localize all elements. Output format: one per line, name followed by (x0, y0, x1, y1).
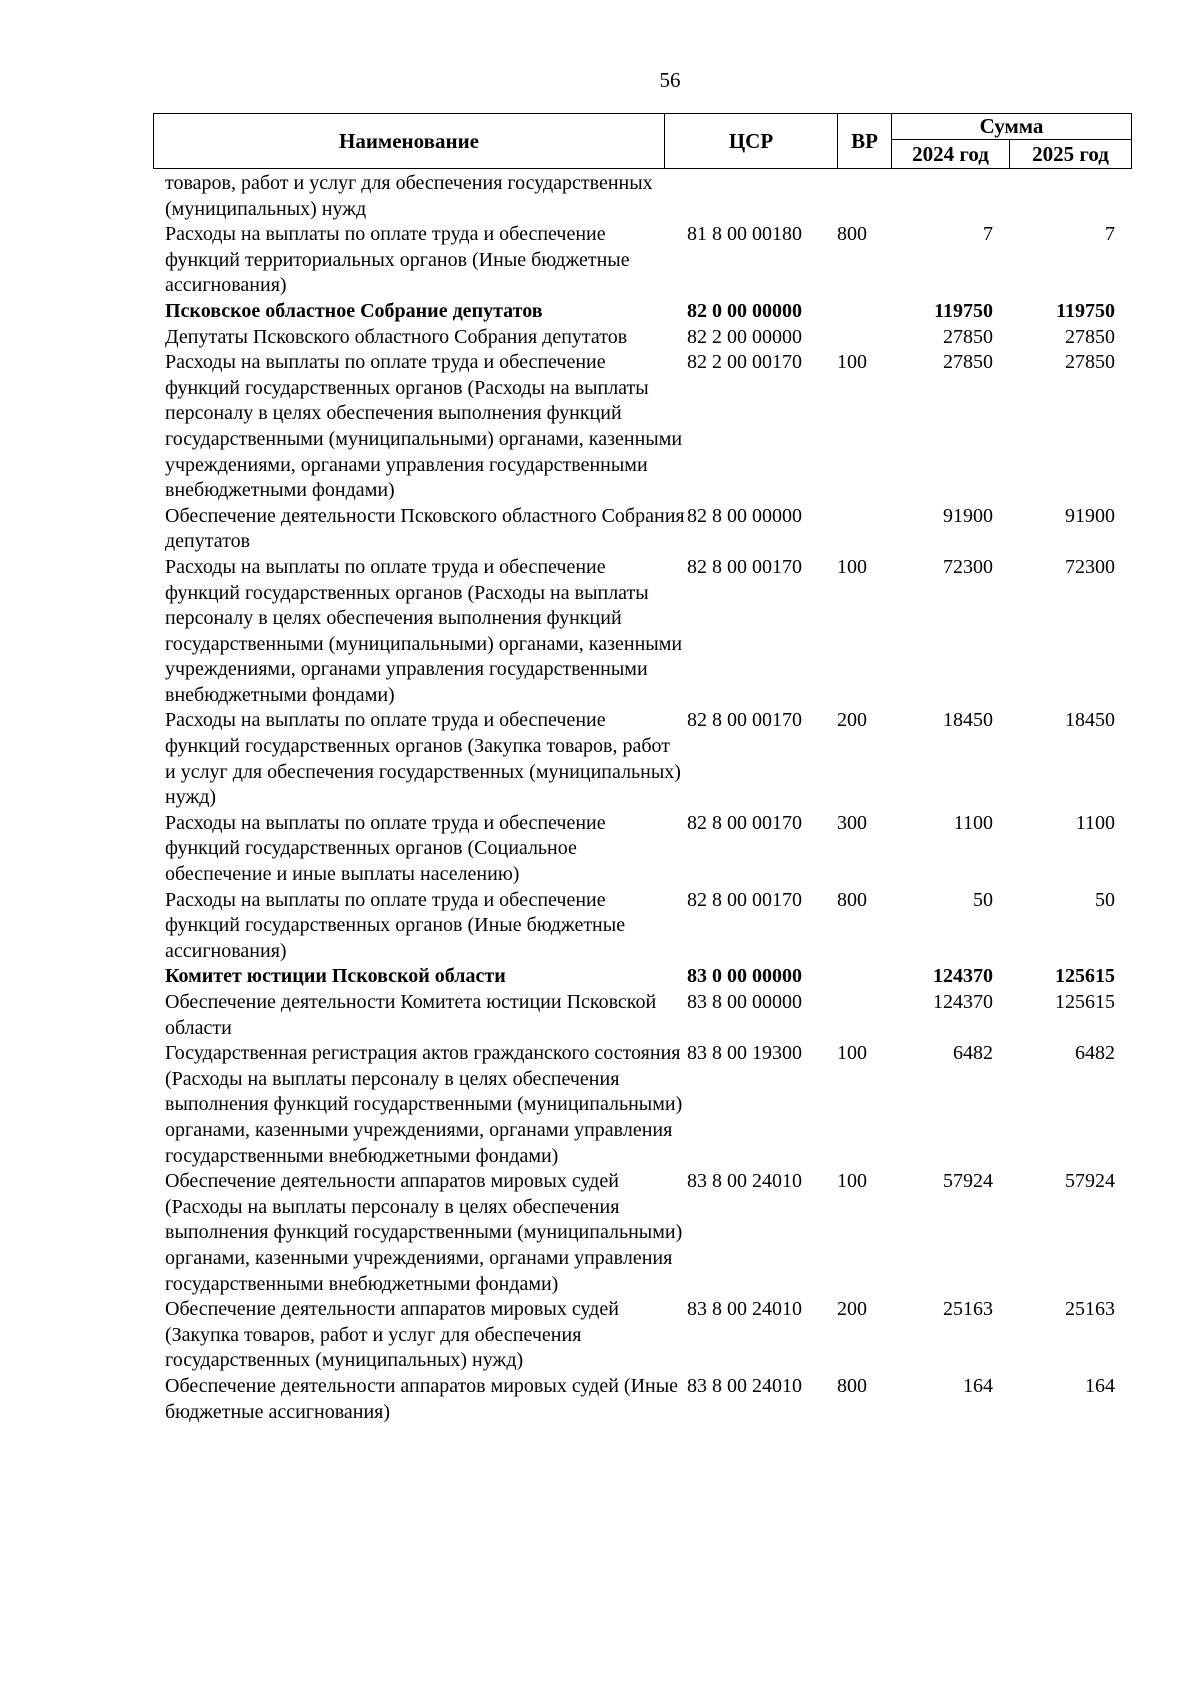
table-row (165, 1374, 1115, 1425)
row-csr: 83 8 00 24010 (687, 1298, 802, 1321)
row-name: Расходы на выплаты по оплате труда и обеспечение функций государственных органов (Расходы на выплаты персоналу в целях обеспечения выполнения функций государственными (муниципальными) органами, казенными учреждениями, органами управления государственными внебюджетными фондами) (165, 555, 683, 706)
row-sum-2025: 1100 (1075, 811, 1115, 834)
row-sum-2024: 27850 (943, 351, 993, 374)
table-row (165, 1041, 1115, 1169)
row-csr: 82 2 00 00000 (687, 325, 802, 348)
row-name: Депутаты Псковского областного Собрания депутатов (165, 325, 628, 348)
row-sum-2025: 7 (1105, 223, 1115, 246)
row-name: Комитет юстиции Псковской области (165, 965, 506, 988)
row-name: Расходы на выплаты по оплате труда и обеспечение функций государственных органов (Расходы на выплаты персоналу в целях обеспечения выполнения функций государственными (муниципальными) органами, казенными учреждениями, органами управления государственными внебюджетными фондами) (165, 351, 683, 502)
row-sum-2025: 25163 (1065, 1298, 1115, 1321)
header-sum: Сумма (892, 114, 1132, 140)
row-csr: 83 8 00 00000 (687, 991, 802, 1013)
row-csr: 82 8 00 00170 (687, 811, 802, 834)
row-sum-2024: 124370 (933, 991, 993, 1013)
row-sum-2024: 72300 (943, 555, 993, 578)
row-sum-2024: 25163 (943, 1298, 993, 1321)
row-vr: 800 (837, 1374, 867, 1397)
row-vr: 200 (837, 1298, 867, 1321)
row-csr: 82 8 00 00170 (687, 888, 802, 911)
row-csr: 82 2 00 00170 (687, 351, 802, 374)
row-vr: 100 (837, 555, 867, 578)
row-sum-2024: 124370 (933, 965, 993, 988)
table-row (165, 222, 1115, 299)
row-name: Обеспечение деятельности аппаратов мировых судей (Закупка товаров, работ и услуг для обеспечения государственных (муниципальных) нужд) (165, 1298, 619, 1372)
header-csr: ЦСР (665, 114, 838, 169)
row-csr: 83 8 00 19300 (687, 1042, 802, 1065)
row-sum-2025: 6482 (1075, 1042, 1115, 1065)
row-vr: 800 (837, 223, 867, 246)
row-name: товаров, работ и услуг для обеспечения государственных (муниципальных) нужд (165, 172, 653, 220)
row-name: Расходы на выплаты по оплате труда и обеспечение функций государственных органов (Закупка товаров, работ и услуг для обеспечения государственных (муниципальных) нужд) (165, 709, 681, 809)
header-vr: ВР (838, 114, 892, 169)
table-row (165, 708, 1115, 810)
row-sum-2024: 1100 (953, 811, 993, 834)
row-sum-2025: 18450 (1065, 709, 1115, 732)
row-sum-2025: 27850 (1065, 325, 1115, 348)
row-vr: 300 (837, 811, 867, 834)
row-sum-2025: 72300 (1065, 555, 1115, 578)
table-header (153, 113, 1132, 169)
row-vr: 100 (837, 1042, 867, 1065)
table-row (165, 350, 1115, 504)
row-sum-2024: 18450 (943, 709, 993, 732)
row-sum-2025: 125615 (1055, 965, 1115, 988)
row-csr: 83 8 00 24010 (687, 1170, 802, 1193)
row-name: Расходы на выплаты по оплате труда и обеспечение функций территориальных органов (Иные бюджетные ассигнования) (165, 223, 630, 297)
table-row (165, 888, 1115, 965)
row-vr: 100 (837, 1170, 867, 1193)
row-sum-2025: 27850 (1065, 351, 1115, 374)
row-sum-2025: 50 (1095, 888, 1115, 911)
row-csr: 82 8 00 00000 (687, 504, 802, 527)
row-sum-2024: 6482 (953, 1042, 993, 1065)
row-sum-2024: 91900 (943, 504, 993, 527)
row-csr: 82 8 00 00170 (687, 709, 802, 732)
row-vr: 100 (837, 351, 867, 374)
table-body (165, 171, 1115, 1425)
table-row (165, 1297, 1115, 1374)
table-row (165, 990, 1115, 1041)
row-name: Псковское областное Собрание депутатов (165, 299, 543, 322)
row-sum-2025: 91900 (1065, 504, 1115, 527)
table-row (165, 964, 1115, 990)
row-sum-2025: 119750 (1056, 299, 1115, 322)
row-csr: 82 8 00 00170 (687, 555, 802, 578)
table-row (165, 504, 1115, 555)
table-row (165, 555, 1115, 709)
row-sum-2024: 119750 (934, 299, 993, 322)
row-sum-2025: 164 (1085, 1374, 1115, 1397)
row-sum-2024: 50 (973, 888, 993, 911)
table-row (165, 325, 1115, 351)
row-csr: 81 8 00 00180 (687, 223, 802, 246)
table-row (165, 1169, 1115, 1297)
row-name: Обеспечение деятельности аппаратов мировых судей (Расходы на выплаты персоналу в целях обеспечения выполнения функций государственными (муниципальными) органами, казенными учреждениями, органами управления государственными внебюджетными фондами) (165, 1170, 683, 1295)
table-row (165, 171, 1115, 222)
row-sum-2024: 7 (983, 223, 993, 246)
row-name: Государственная регистрация актов гражданского состояния (Расходы на выплаты персоналу в целях обеспечения выполнения функций государственными (муниципальными) органами, казенными учреждениями, органами управления государственными внебюджетными фондами) (165, 1042, 683, 1167)
header-name: Наименование (154, 114, 665, 169)
row-csr: 83 0 00 00000 (687, 965, 802, 988)
table-row (165, 299, 1115, 325)
row-vr: 800 (837, 888, 867, 911)
row-name: Обеспечение деятельности аппаратов мировых судей (Иные бюджетные ассигнования) (165, 1374, 679, 1423)
row-name: Обеспечение деятельности Псковского областного Собрания депутатов (165, 504, 685, 553)
header-year-2024: 2024 год (892, 140, 1010, 169)
page-number: 56 (659, 68, 681, 92)
row-sum-2024: 164 (963, 1374, 993, 1397)
row-sum-2024: 57924 (943, 1170, 993, 1193)
header-year-2025: 2025 год (1010, 140, 1132, 169)
row-sum-2025: 57924 (1065, 1170, 1115, 1193)
row-name: Расходы на выплаты по оплате труда и обеспечение функций государственных органов (Социальное обеспечение и иные выплаты населению) (165, 811, 606, 886)
row-name: Обеспечение деятельности Комитета юстиции Псковской области (165, 991, 657, 1039)
row-csr: 83 8 00 24010 (687, 1374, 802, 1397)
table-row (165, 811, 1115, 888)
row-sum-2024: 27850 (943, 325, 993, 348)
row-name: Расходы на выплаты по оплате труда и обеспечение функций государственных органов (Иные бюджетные ассигнования) (165, 888, 626, 962)
row-sum-2025: 125615 (1055, 991, 1115, 1013)
row-vr: 200 (837, 709, 867, 732)
row-csr: 82 0 00 00000 (687, 299, 802, 322)
